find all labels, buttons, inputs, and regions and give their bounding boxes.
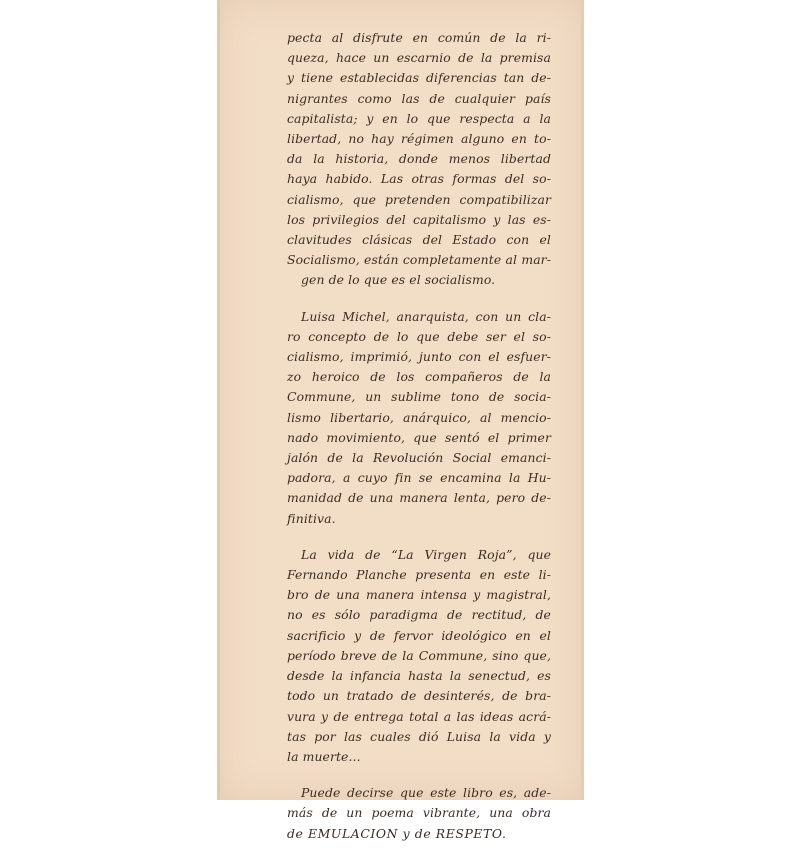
page-right-edge <box>581 0 584 800</box>
text-line: pecta al disfrute en común de la ri- <box>287 30 551 45</box>
text-line: capitalista; y en lo que respecta a la <box>287 110 551 126</box>
paragraph-2 <box>287 307 551 529</box>
text-line: tas por las cuales dió Luisa la vida y <box>287 728 551 744</box>
text-line: nado movimiento, que sentó el primer <box>287 429 551 445</box>
body-text <box>287 28 551 860</box>
text-line: jalón de la Revolución Social emanci- <box>287 450 551 466</box>
text-line: lismo libertario, anárquico, al mencio- <box>287 409 551 425</box>
text-line: da la historia, donde menos libertad <box>287 151 551 167</box>
text-line: Puede decirse que este libro es, ade- <box>301 785 551 801</box>
text-line: nigrantes como las de cualquier país <box>287 90 551 106</box>
text-line: cialismo, imprimió, junto con el esfuer- <box>287 349 551 365</box>
paragraph-3 <box>287 545 551 767</box>
text-line: más de un poema vibrante, una obra <box>287 805 551 821</box>
text-line: manidad de una manera lenta, pero de- <box>287 490 551 506</box>
text-line: La vida de “La Virgen Roja”, que <box>301 546 551 562</box>
text-line: desde la infancia hasta la senectud, es <box>287 668 551 684</box>
paragraph-4 <box>287 783 551 844</box>
text-line: la muerte... <box>287 748 361 764</box>
text-line: período breve de la Commune, sino que, <box>287 647 551 663</box>
text-line: de EMULACION y de RESPETO. <box>287 825 507 841</box>
text-line: clavitudes clásicas del Estado con el <box>287 232 551 248</box>
text-line: bro de una manera intensa y magistral, <box>287 587 551 603</box>
text-line: los privilegios del capitalismo y las es- <box>287 211 551 227</box>
text-line: y tiene establecidas diferencias tan de- <box>287 70 551 86</box>
text-line: todo un tratado de desinterés, de bra- <box>287 688 551 704</box>
text-line: haya habido. Las otras formas del so- <box>287 171 551 187</box>
page-left-edge <box>217 0 220 800</box>
text-line: Commune, un sublime tono de socia- <box>287 389 551 405</box>
text-line: ro concepto de lo que debe ser el so- <box>287 328 551 344</box>
text-line: libertad, no hay régimen alguno en to- <box>287 131 551 147</box>
text-line: Luisa Michel, anarquista, con un cla- <box>301 308 551 324</box>
paragraph-1 <box>287 28 551 291</box>
text-line: finitiva. <box>287 510 336 526</box>
text-line: queza, hace un escarnio de la premisa <box>287 50 551 66</box>
text-line: padora, a cuyo fin se encamina la Hu- <box>287 470 551 486</box>
text-line: cialismo, que pretenden compatibilizar <box>287 191 551 207</box>
text-line: vura y de entrega total a las ideas acrá- <box>287 708 551 724</box>
text-line: zo heroico de los compañeros de la <box>287 369 551 385</box>
text-line: Fernando Planche presenta en este li- <box>287 567 551 583</box>
text-line: no es sólo paradigma de rectitud, de <box>287 607 551 623</box>
text-line: sacrificio y de fervor ideológico en el <box>287 627 551 643</box>
text-line: Socialismo, están completamente al mar- <box>287 252 551 268</box>
text-line: gen de lo que es el socialismo. <box>301 272 496 288</box>
